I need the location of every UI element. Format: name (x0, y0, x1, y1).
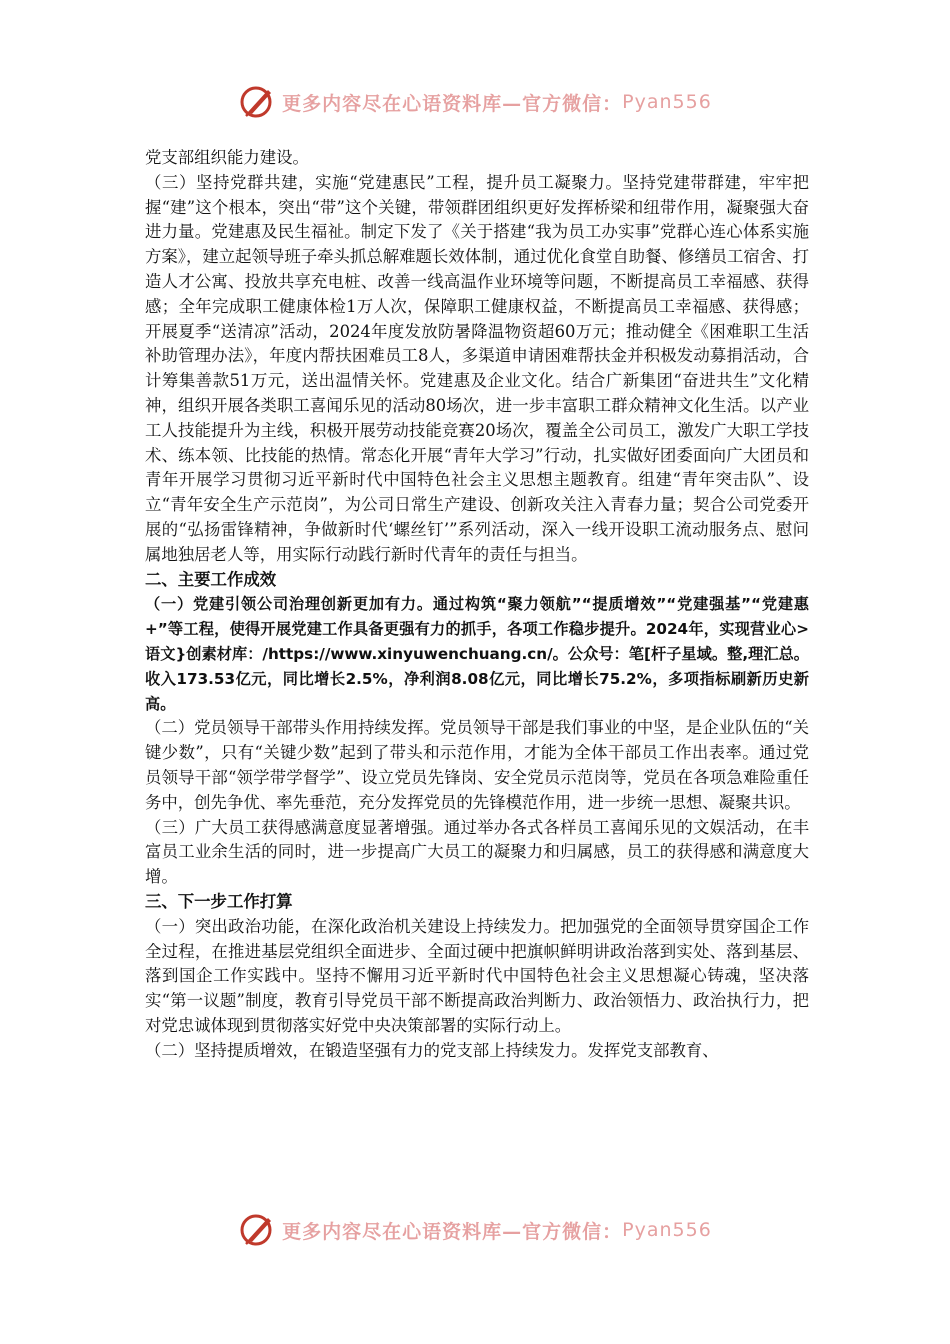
footer-watermark-text: 更多内容尽在心语资料库—官方微信： (282, 1220, 623, 1243)
paragraph: （三）坚持党群共建，实施“党建惠民”工程，提升员工凝聚力。坚持党建带群建，牢牢把握“建”这个根本，突出“带”这个关键，带领群团组织更好发挥桥梁和纽带作用，凝聚强大奋进力量。党建惠及民生福祉。制定下发了《关于搭建“我为员工办实事”党群心连心体系实施方案》，建立起领导班子牵头抓总解难题长效体制，通过优化食堂自助餐、修缮员工宿舍、打造人才公寓、投放共享充电桩、改善一线高温作业环境等问题，不断提高员工幸福感、获得感；全年完成职工健康体检1万人次，保障职工健康权益，不断提高员工幸福感、获得感；开展夏季“送清凉”活动，2024年度发放防暑降温物资超60万元；推动健全《困难职工生活补助管理办法》，年度内帮扶困难员工8人，多渠道申请困难帮扶金并积极发动募捐活动，合计筹集善款51万元，送出温情关怀。党建惠及企业文化。结合广新集团“奋进共生”文化精神，组织开展各类职工喜闻乐见的活动80场次，进一步丰富职工群众精神文化生活。以产业工人技能提升为主线，积极开展劳动技能竞赛20场次，覆盖全公司员工，激发广大职工学技术、练本领、比技能的热情。常态化开展“青年大学习”行动，扎实做好团委面向广大团员和青年开展学习贯彻习近平新时代中国特色社会主义思想主题教育。组建“青年突击队”、设立“青年安全生产示范岗”，为公司日常生产建设、创新攻关注入青春力量；契合公司党委开展的“弘扬雷锋精神，争做新时代‘螺丝钉’”系列活动，深入一线开设职工流动服务点、慰问属地独居老人等，用实际行动践行新时代青年的责任与担当。 (145, 172, 809, 564)
quill-logo-icon (238, 1210, 278, 1250)
paragraph: （二）党员领导干部带头作用持续发挥。党员领导干部是我们事业的中坚，是企业队伍的“关键少数”，只有“关键少数”起到了带头和示范作用，才能为全体干部员工作出表率。通过党员领导干部“领学带学督学”、设立党员先锋岗、安全党员示范岗等，党员在各项急难险重任务中，创先争优、率先垂范，充分发挥党员的先锋模范作用，进一步统一思想、凝聚共识。 (145, 718, 810, 812)
paragraph: （二）坚持提质增效，在锻造坚强有力的党支部上持续发力。发挥党支部教育、 (145, 1040, 719, 1060)
header-wechat-id: Pyan556 (622, 91, 712, 113)
paragraph-bold: （一）党建引领公司治理创新更加有力。通过构筑“聚力领航”“提质增效”“党建强基”“党建惠+”等工程，使得开展党建工作具备更强有力的抓手，各项工作稳步提升。2024年，实现营业心>语文}创素材库：/https://www.xinyuwenchuang.cn/。公众号：笔[杆子星域。整,理汇总。收入173.53亿元，同比增长2.5%，净利润8.08亿元，同比增长75.2%，多项指标刷新历史新高。 (145, 595, 809, 713)
header-watermark (0, 80, 950, 124)
paragraph: （一）突出政治功能，在深化政治机关建设上持续发力。把加强党的全面领导贯穿国企工作全过程，在推进基层党组织全面进步、全面过硬中把旗帜鲜明讲政治落到实处、落到基层、落到国企工作实践中。坚持不懈用习近平新时代中国特色社会主义思想凝心铸魂，坚决落实“第一议题”制度，教育引导党员干部不断提高政治判断力、政治领悟力、政治执行力，把对党忠诚体现到贯彻落实好党中央决策部署的实际行动上。 (145, 916, 809, 1035)
footer-wechat-id: Pyan556 (622, 1219, 712, 1241)
header-watermark-text: 更多内容尽在心语资料库—官方微信： (282, 92, 623, 115)
paragraph: （三）广大员工获得感满意度显著增强。通过举办各式各样员工喜闻乐见的文娱活动，在丰富员工业余生活的同时，进一步提高广大员工的凝聚力和归属感，员工的获得感和满意度大增。 (145, 817, 809, 887)
quill-logo-icon (238, 82, 278, 122)
document-body (145, 146, 809, 1063)
section-heading: 二、主要工作成效 (145, 569, 277, 589)
section-heading: 三、下一步工作打算 (145, 891, 293, 911)
paragraph: 党支部组织能力建设。 (145, 148, 309, 167)
footer-watermark (0, 1208, 950, 1252)
